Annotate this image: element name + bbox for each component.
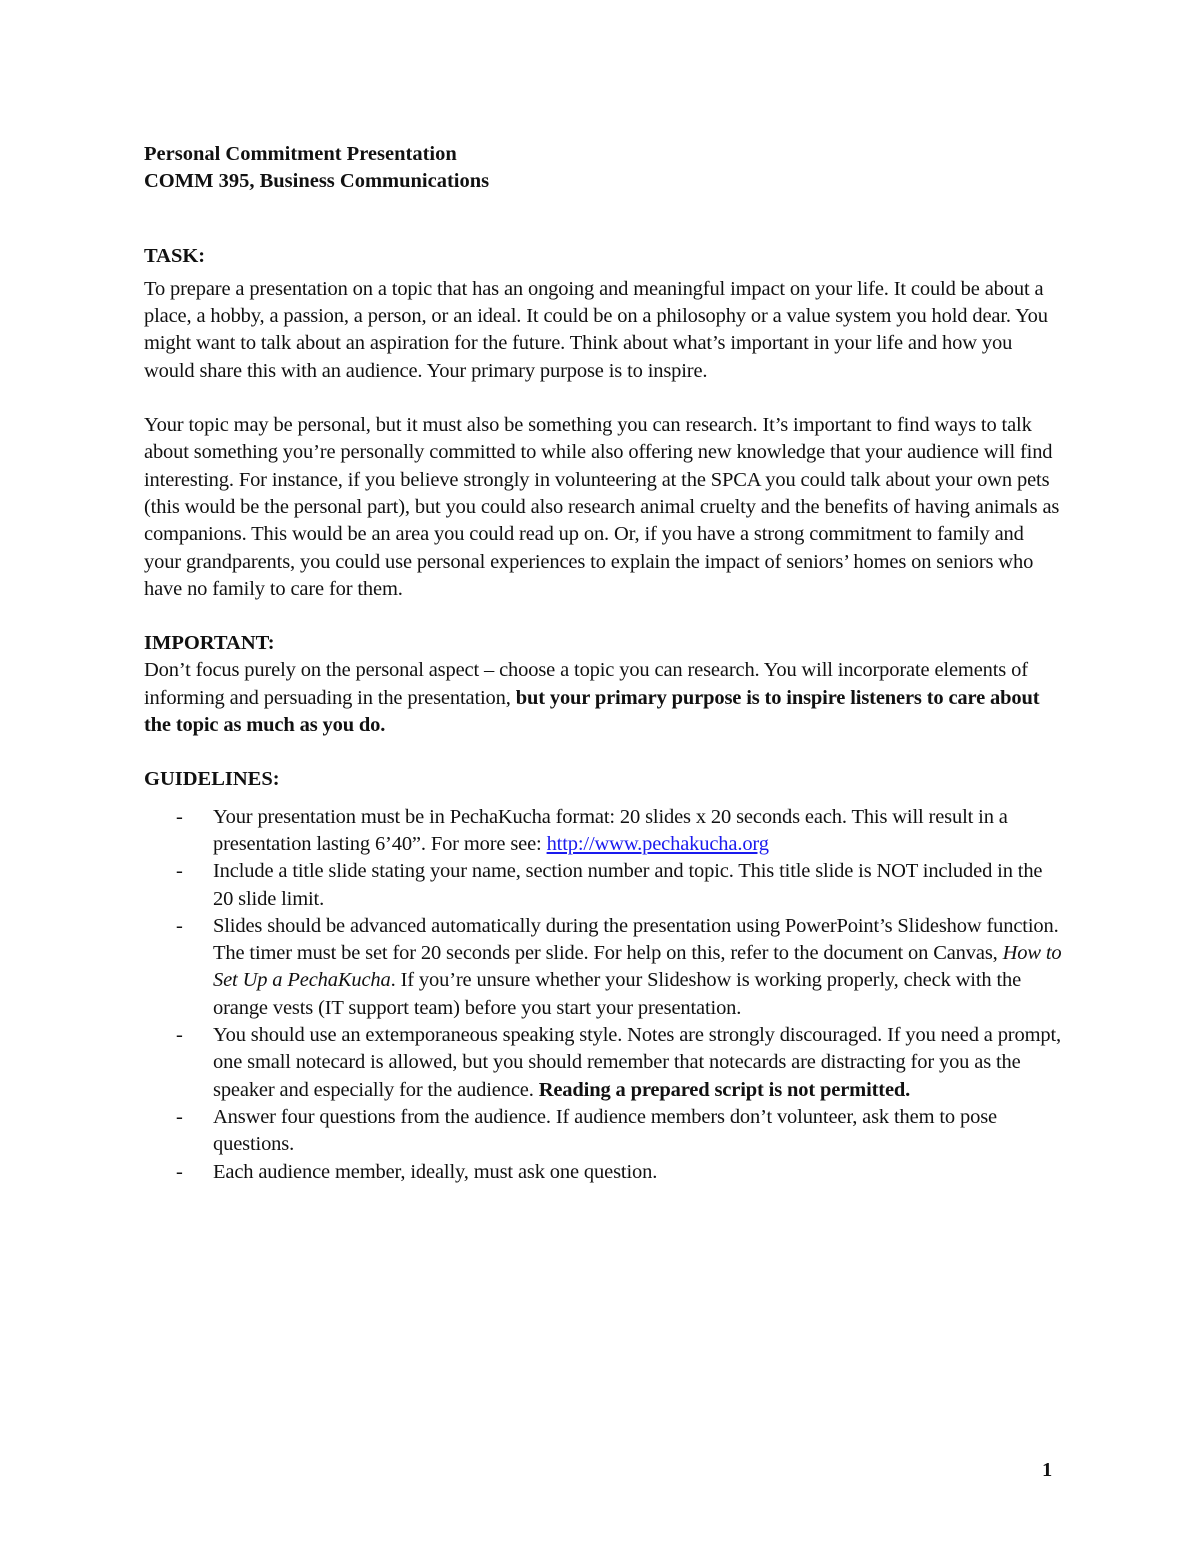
guideline-5-text: Answer four questions from the audience. If audience members don’t volunteer, ask them to pose questions. [213, 1105, 997, 1156]
guidelines-heading: GUIDELINES: [144, 768, 280, 791]
guideline-3-text-b: . If you’re unsure whether your Slideshow is working properly, check with the orange vests (IT support team) before you start your presentation. [213, 969, 1022, 1019]
important-bold-text: but your primary purpose is to inspire listeners to care about the topic as much as you do. [144, 686, 1040, 737]
list-item [144, 913, 1064, 1022]
guideline-2-text: Include a title slide stating your name, section number and topic. This title slide is NOT included in the 20 slide limit. [213, 860, 1043, 910]
guideline-3-text-a: Slides should be advanced automatically during the presentation using PowerPoint’s Slideshow function. The timer must be set for 20 seconds per slide. For help on this, refer to the document on Canvas, [213, 914, 1059, 965]
important-heading: IMPORTANT: [144, 632, 275, 655]
task-paragraph-2: Your topic may be personal, but it must also be something you can research. It’s important to find ways to talk about something you’re personally committed to while also offering new knowledge that your audience will find interesting. For instance, if you believe strongly in volunteering at the SPCA you could talk about your own pets (this would be the personal part), but you could also research animal cruelty and the benefits of having animals as companions. This would be an area you could read up on. Or, if you have a strong commitment to family and your grandparents, you could use personal experiences to explain the impact of seniors’ homes on seniors who have no family to care for them. [144, 414, 1060, 600]
task-heading: TASK: [144, 244, 206, 267]
list-item [144, 804, 1064, 859]
bullet-dash: - [176, 805, 183, 828]
guideline-3-italic-title: How to Set Up a PechaKucha [213, 942, 1062, 992]
bullet-dash: - [176, 1160, 183, 1183]
bullet-dash: - [176, 914, 183, 937]
document-title: Personal Commitment Presentation [144, 143, 457, 165]
pechakucha-link[interactable]: http://www.pechakucha.org [546, 832, 769, 855]
guideline-4-text: You should use an extemporaneous speaking style. Notes are strongly discouraged. If you need a prompt, one small notecard is allowed, but you should remember that notecards are distracting for you as the speaker and especially for the audience. [213, 1024, 1061, 1101]
bullet-dash: - [176, 1024, 183, 1047]
list-item [144, 858, 1064, 913]
course-name: COMM 395, Business Communications [144, 170, 490, 193]
guideline-4-bold: Reading a prepared script is not permitted. [538, 1078, 911, 1101]
document-body [144, 141, 1064, 1186]
page-number: 1 [1042, 1459, 1053, 1481]
guidelines-list [144, 804, 1064, 1186]
bullet-dash: - [176, 1105, 183, 1128]
bullet-dash: - [176, 860, 183, 883]
list-item [144, 1159, 1064, 1186]
guideline-6-text: Each audience member, ideally, must ask one question. [213, 1160, 658, 1183]
list-item [144, 1022, 1064, 1104]
guideline-1-text: Your presentation must be in PechaKucha format: 20 slides x 20 seconds each. This will result in a presentation lasting 6’40”. For more see: [213, 805, 1008, 855]
list-item [144, 1104, 1064, 1159]
important-paragraph [144, 657, 1064, 739]
important-text: Don’t focus purely on the personal aspect – choose a topic you can research. You will incorporate elements of informing and persuading in the presentation, [144, 659, 1028, 709]
task-paragraph-1: To prepare a presentation on a topic that has an ongoing and meaningful impact on your life. It could be about a place, a hobby, a passion, a person, or an ideal. It could be on a philosophy or a value system you hold dear. You might want to talk about an aspiration for the future. Think about what’s important in your life and how you would share this with an audience. Your primary purpose is to inspire. [144, 277, 1048, 382]
